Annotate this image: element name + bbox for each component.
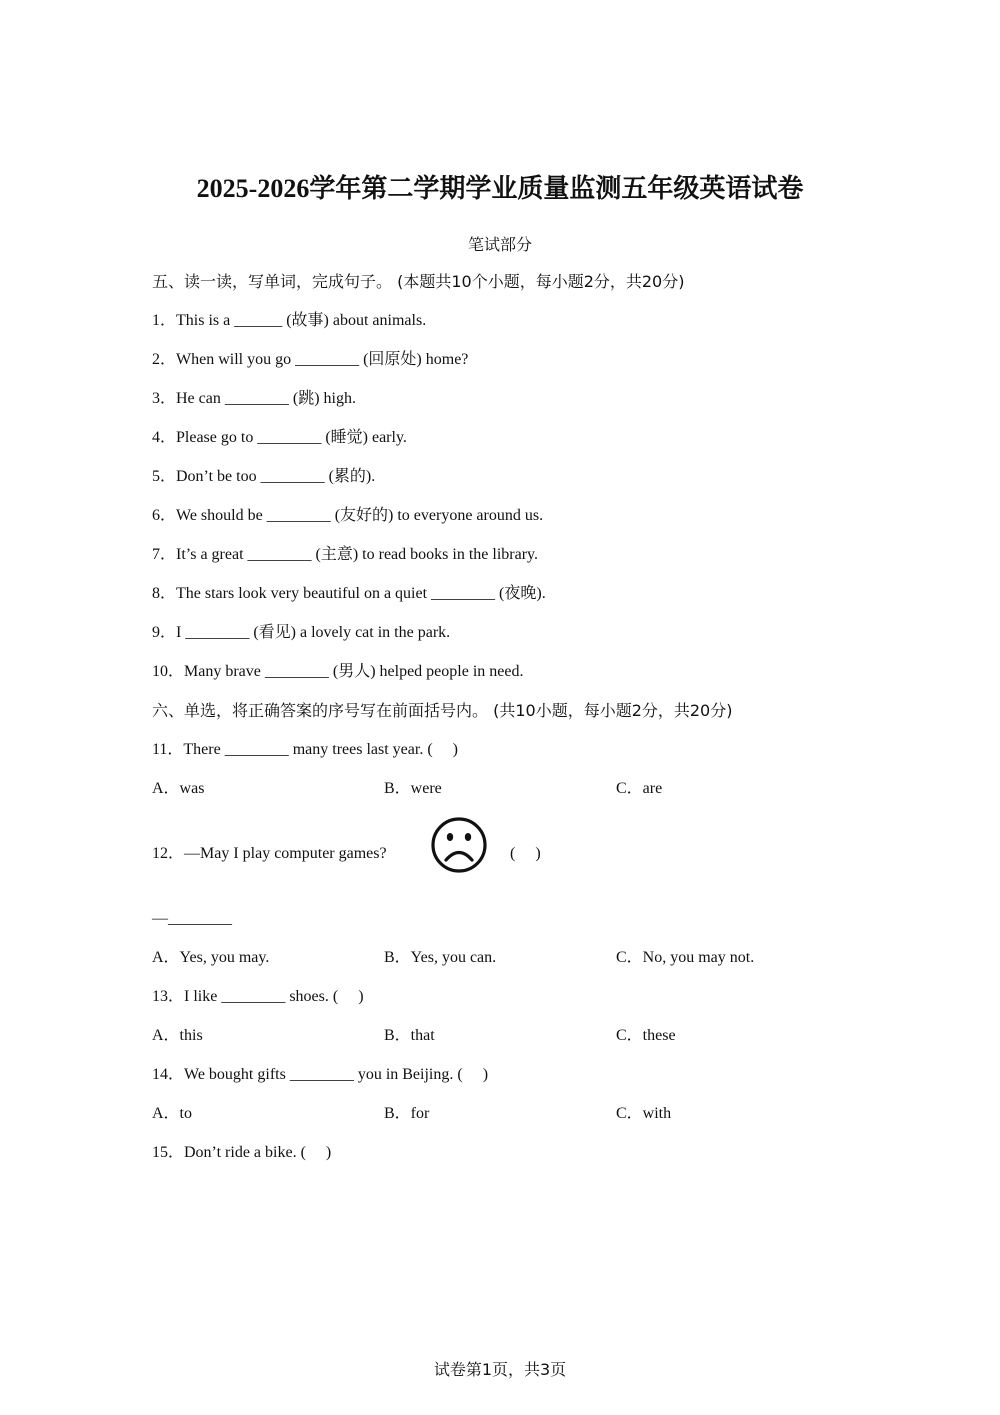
q14-option-b: B．for [384,1105,430,1122]
q12-answer-paren: ( ) [510,845,541,862]
question-15: 15．Don’t ride a bike. ( ) [152,1144,332,1161]
q11-option-a: A．was [152,780,205,797]
q13-option-b: B．that [384,1027,435,1044]
section-six-heading: 六、单选，将正确答案的序号写在前面括号内。 (共10小题，每小题2分，共20分) [152,701,733,720]
question-1: 1．This is a ______ (故事) about animals. [152,312,427,329]
exam-subtitle: 笔试部分 [467,235,532,254]
question-13: 13．I like ________ shoes. ( ) [152,988,364,1005]
q14-option-c: C．with [616,1105,672,1122]
question-7: 7．It’s a great ________ (主意) to read books in the library. [152,546,538,563]
q11-option-c: C．are [616,780,663,797]
question-3: 3．He can ________ (跳) high. [152,390,356,407]
q13-option-c: C．these [616,1027,676,1044]
section-five-heading: 五、读一读，写单词，完成句子。 (本题共10个小题，每小题2分，共20分) [152,272,685,291]
question-10: 10．Many brave ________ (男人) helped people in need. [152,663,524,680]
question-14: 14．We bought gifts ________ you in Beijing. ( ) [152,1066,489,1083]
question-9: 9．I ________ (看见) a lovely cat in the park. [152,624,451,641]
q12-answer-line: —________ [152,910,232,927]
question-11: 11．There ________ many trees last year. ( ) [152,741,458,758]
question-4: 4．Please go to ________ (睡觉) early. [152,429,407,446]
question-12: 12．—May I play computer games? [152,845,387,862]
page-footer: 试卷第1页，共3页 [433,1360,567,1379]
sad-face-icon [430,816,488,874]
q13-option-a: A．this [152,1027,203,1044]
q11-option-b: B．were [384,780,442,797]
q12-option-c: C．No, you may not. [616,949,755,966]
exam-title: 2025-2026学年第二学期学业质量监测五年级英语试卷 [196,174,804,203]
q14-option-a: A．to [152,1105,193,1122]
question-6: 6．We should be ________ (友好的) to everyone around us. [152,507,544,524]
question-2: 2．When will you go ________ (回原处) home? [152,351,469,368]
question-8: 8．The stars look very beautiful on a quiet ________ (夜晚). [152,585,546,602]
question-5: 5．Don’t be too ________ (累的). [152,468,376,485]
q12-option-b: B．Yes, you can. [384,949,497,966]
q12-option-a: A．Yes, you may. [152,949,270,966]
